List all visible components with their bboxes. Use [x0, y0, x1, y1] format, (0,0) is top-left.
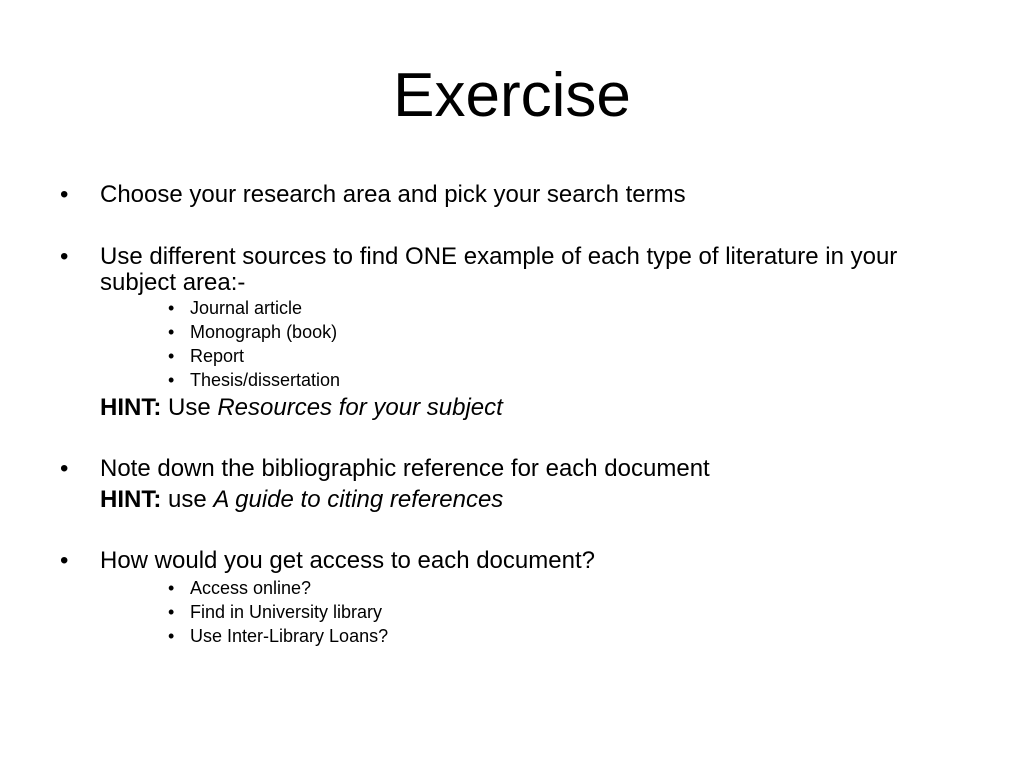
bullet-text: How would you get access to each document? — [100, 547, 595, 574]
hint-resources — [100, 395, 503, 421]
sub-bullet-icon: • — [168, 298, 175, 318]
bullet-icon: • — [60, 181, 69, 208]
sub-bullet-icon: • — [168, 578, 175, 598]
sub-bullet-text: Use Inter-Library Loans? — [190, 626, 389, 646]
bullet-icon: • — [60, 455, 69, 482]
sub-bullet-text: Journal article — [190, 298, 303, 318]
bullet-text: Use different sources to find ONE example of each type of literature in your subject area:- — [100, 243, 898, 296]
hint-prefix: Use — [161, 394, 218, 421]
sub-bullet-icon: • — [168, 346, 175, 366]
hint-citing — [100, 487, 503, 513]
slide-title: Exercise — [393, 61, 631, 130]
sub-bullet-text: Find in University library — [190, 602, 383, 622]
sub-bullet-icon: • — [168, 322, 175, 342]
hint-label: HINT: — [100, 394, 162, 421]
sub-bullet-text: Monograph (book) — [190, 322, 338, 342]
hint-prefix: use — [161, 486, 214, 513]
hint-emphasis: A guide to citing references — [213, 486, 504, 513]
bullet-icon: • — [60, 547, 69, 574]
sub-bullet-text: Thesis/dissertation — [190, 370, 341, 390]
hint-emphasis: Resources for your subject — [217, 394, 503, 421]
sub-bullet-icon: • — [168, 602, 175, 622]
bullet-icon: • — [60, 243, 69, 270]
sub-bullet-text: Access online? — [190, 578, 312, 598]
bullet-text: Note down the bibliographic reference for each document — [100, 455, 710, 482]
hint-label: HINT: — [100, 486, 162, 513]
bullet-text: Choose your research area and pick your search terms — [100, 181, 686, 208]
sub-bullet-text: Report — [190, 346, 245, 366]
sub-bullet-icon: • — [168, 626, 175, 646]
sub-bullet-icon: • — [168, 370, 175, 390]
